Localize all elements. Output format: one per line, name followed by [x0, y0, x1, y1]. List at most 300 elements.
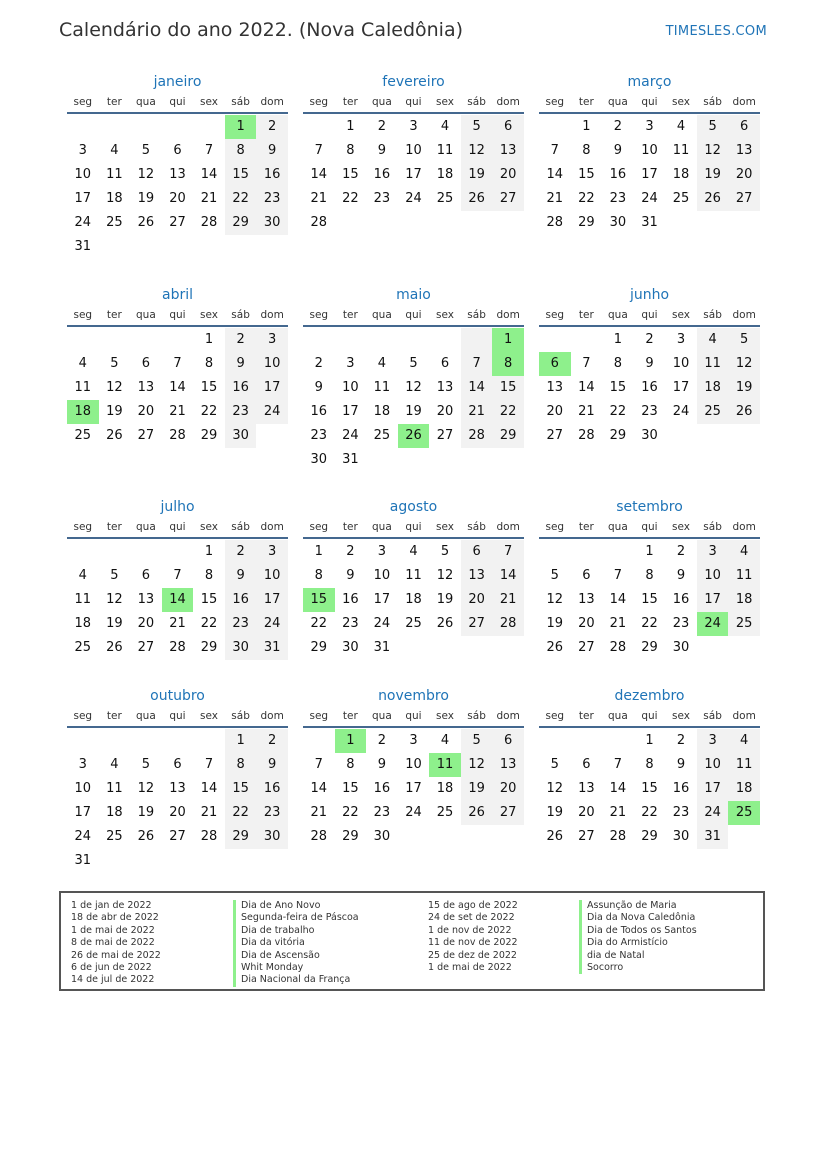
- day-cell: 6: [141, 568, 151, 583]
- day-cell: 12: [461, 753, 493, 777]
- day-cell: 29: [342, 829, 359, 844]
- day-cell: 6: [461, 540, 493, 564]
- month-name: junho: [629, 287, 670, 303]
- weekday-label: seg: [309, 710, 329, 722]
- day-cell: 27: [436, 428, 454, 443]
- month-name: julho: [160, 499, 195, 515]
- day-cell: 16: [609, 167, 627, 182]
- legend-holiday-name: Dia de Ascensão: [233, 950, 359, 962]
- day-cell: 3: [78, 143, 87, 158]
- day-cell: 24: [697, 801, 729, 825]
- weekday-label: qua: [608, 96, 628, 108]
- day-grid: [303, 327, 524, 472]
- weekday-label: qua: [608, 309, 628, 321]
- empty-cell: [193, 115, 225, 139]
- day-cell: 12: [137, 781, 155, 796]
- weekday-label: seg: [545, 710, 565, 722]
- weekday-label: qui: [641, 710, 658, 722]
- day-cell: 3: [256, 540, 288, 564]
- day-cell: 31: [74, 853, 92, 868]
- day-cell: 11: [697, 352, 729, 376]
- day-cell: 12: [137, 167, 155, 182]
- day-cell: 12: [461, 139, 493, 163]
- day-cell: 3: [409, 733, 418, 748]
- day-cell: 24: [405, 805, 422, 820]
- day-cell: 4: [676, 119, 686, 134]
- day-cell: 18: [67, 400, 99, 424]
- day-cell: 10: [405, 143, 422, 158]
- day-cell: 28: [200, 215, 218, 230]
- month-dezembro: [539, 686, 760, 849]
- legend-date: 14 de jul de 2022: [71, 974, 155, 986]
- day-grid: [539, 728, 760, 849]
- day-cell: 9: [377, 143, 387, 158]
- legend-date: 1 de nov de 2022: [428, 924, 512, 936]
- day-cell: 2: [613, 119, 623, 134]
- weekday-header: [539, 305, 760, 327]
- day-cell: 27: [137, 640, 155, 655]
- day-cell: 29: [200, 640, 218, 655]
- day-cell: 23: [256, 801, 288, 825]
- legend-date: 1 de mai de 2022: [71, 924, 155, 936]
- day-cell: 16: [373, 781, 391, 796]
- day-grid: [67, 728, 288, 873]
- day-cell: 2: [225, 540, 257, 564]
- day-cell: 28: [200, 829, 218, 844]
- day-cell: 17: [405, 167, 422, 182]
- empty-cell: [539, 540, 571, 564]
- day-cell: 3: [409, 119, 418, 134]
- weekday-label: qui: [405, 521, 422, 533]
- day-cell: 5: [110, 568, 119, 583]
- day-cell: 5: [141, 143, 151, 158]
- day-cell: 17: [74, 805, 92, 820]
- day-cell: 14: [609, 592, 627, 607]
- legend-col1-names: [233, 900, 359, 987]
- empty-cell: [366, 211, 398, 235]
- day-cell: 15: [225, 777, 257, 801]
- empty-cell: [130, 235, 162, 259]
- day-cell: 16: [373, 167, 391, 182]
- day-cell: 28: [169, 428, 186, 443]
- day-cell: 26: [697, 187, 729, 211]
- day-cell: 20: [169, 191, 186, 206]
- day-cell: 9: [225, 564, 257, 588]
- day-cell: 5: [461, 729, 493, 753]
- day-cell: 2: [256, 115, 288, 139]
- day-cell: 23: [373, 191, 391, 206]
- day-cell: 1: [582, 119, 591, 134]
- day-cell: 24: [697, 612, 729, 636]
- day-cell: 22: [641, 805, 658, 820]
- day-cell: 18: [405, 592, 422, 607]
- weekday-header: [303, 92, 524, 114]
- day-grid: [303, 728, 524, 849]
- day-cell: 14: [578, 380, 595, 395]
- legend-date: 15 de ago de 2022: [428, 900, 518, 911]
- day-cell: 4: [78, 356, 87, 371]
- weekday-label: sáb: [703, 309, 722, 321]
- day-cell: 6: [539, 352, 571, 376]
- day-cell: 12: [546, 592, 564, 607]
- day-cell: 9: [613, 143, 623, 158]
- empty-cell: [225, 235, 257, 259]
- weekday-label: dom: [496, 521, 520, 533]
- day-cell: 25: [106, 215, 123, 230]
- day-cell: 1: [613, 332, 623, 347]
- day-cell: 17: [342, 404, 359, 419]
- empty-cell: [728, 424, 760, 448]
- weekday-label: sex: [436, 96, 455, 108]
- day-cell: 11: [436, 143, 454, 158]
- brand-link[interactable]: TIMESLES.COM: [665, 24, 767, 39]
- day-cell: 8: [225, 139, 257, 163]
- day-cell: 11: [405, 568, 422, 583]
- empty-cell: [492, 448, 524, 472]
- empty-cell: [130, 328, 162, 352]
- weekday-label: ter: [342, 309, 358, 321]
- empty-cell: [130, 849, 162, 873]
- day-cell: 2: [225, 328, 257, 352]
- day-cell: 3: [78, 757, 87, 772]
- day-cell: 15: [578, 167, 595, 182]
- day-cell: 30: [672, 640, 690, 655]
- empty-cell: [461, 825, 493, 849]
- weekday-label: dom: [260, 96, 284, 108]
- empty-cell: [398, 636, 430, 660]
- empty-cell: [99, 849, 131, 873]
- weekday-label: seg: [73, 96, 93, 108]
- empty-cell: [728, 636, 760, 660]
- weekday-label: sáb: [231, 309, 250, 321]
- day-cell: 8: [225, 753, 257, 777]
- weekday-label: ter: [578, 96, 594, 108]
- empty-cell: [225, 849, 257, 873]
- month-abril: [67, 285, 288, 448]
- empty-cell: [162, 849, 194, 873]
- day-cell: 1: [645, 544, 654, 559]
- day-cell: 21: [546, 191, 564, 206]
- day-cell: 11: [106, 167, 123, 182]
- day-cell: 22: [342, 191, 359, 206]
- day-cell: 10: [641, 143, 658, 158]
- month-janeiro: [67, 72, 288, 259]
- day-cell: 4: [728, 729, 760, 753]
- day-cell: 10: [697, 753, 729, 777]
- month-name: novembro: [378, 688, 449, 704]
- day-cell: 24: [74, 215, 92, 230]
- empty-cell: [429, 636, 461, 660]
- day-cell: 23: [609, 191, 627, 206]
- day-cell: 2: [676, 544, 686, 559]
- empty-cell: [697, 211, 729, 235]
- weekday-label: ter: [106, 96, 122, 108]
- day-cell: 18: [436, 167, 454, 182]
- day-cell: 18: [672, 167, 690, 182]
- day-cell: 14: [310, 167, 328, 182]
- day-cell: 13: [728, 139, 760, 163]
- day-cell: 27: [728, 187, 760, 211]
- day-cell: 7: [613, 568, 623, 583]
- legend-holiday-name: Dia de Todos os Santos: [579, 925, 697, 937]
- day-cell: 6: [141, 356, 151, 371]
- empty-cell: [67, 729, 99, 753]
- empty-cell: [429, 448, 461, 472]
- day-cell: 2: [314, 356, 323, 371]
- weekday-label: ter: [578, 309, 594, 321]
- weekday-label: seg: [309, 521, 329, 533]
- month-outubro: [67, 686, 288, 873]
- day-cell: 30: [342, 640, 359, 655]
- day-cell: 27: [492, 187, 524, 211]
- day-cell: 22: [609, 404, 627, 419]
- day-cell: 11: [728, 753, 760, 777]
- page-title: Calendário do ano 2022. (Nova Caledônia): [59, 19, 464, 41]
- day-cell: 23: [342, 616, 359, 631]
- day-cell: 15: [492, 376, 524, 400]
- weekday-label: sáb: [467, 710, 486, 722]
- legend-holiday-name: Dia da vitória: [233, 937, 359, 949]
- day-cell: 9: [256, 139, 288, 163]
- day-cell: 7: [204, 143, 214, 158]
- day-cell: 31: [373, 640, 391, 655]
- day-cell: 8: [346, 143, 355, 158]
- day-cell: 10: [74, 781, 92, 796]
- day-cell: 30: [225, 636, 257, 660]
- day-cell: 30: [672, 829, 690, 844]
- empty-cell: [398, 825, 430, 849]
- day-cell: 25: [436, 805, 454, 820]
- day-cell: 3: [697, 729, 729, 753]
- day-cell: 18: [106, 191, 123, 206]
- day-cell: 7: [582, 356, 591, 371]
- day-cell: 18: [74, 616, 92, 631]
- weekday-label: sex: [672, 309, 691, 321]
- weekday-label: seg: [545, 309, 565, 321]
- empty-cell: [303, 115, 335, 139]
- day-cell: 21: [169, 616, 186, 631]
- day-cell: 11: [373, 380, 391, 395]
- empty-cell: [571, 540, 603, 564]
- weekday-label: ter: [106, 521, 122, 533]
- weekday-label: seg: [73, 710, 93, 722]
- day-cell: 20: [492, 777, 524, 801]
- day-cell: 13: [169, 781, 186, 796]
- weekday-label: qui: [169, 710, 186, 722]
- day-cell: 26: [137, 215, 155, 230]
- day-cell: 26: [436, 616, 454, 631]
- day-cell: 21: [310, 805, 328, 820]
- day-cell: 8: [204, 356, 214, 371]
- day-cell: 26: [461, 801, 493, 825]
- day-cell: 5: [697, 115, 729, 139]
- weekday-label: sáb: [231, 710, 250, 722]
- day-cell: 22: [200, 616, 218, 631]
- day-cell: 2: [346, 544, 355, 559]
- day-cell: 2: [645, 332, 654, 347]
- day-cell: 9: [225, 352, 257, 376]
- empty-cell: [67, 328, 99, 352]
- day-cell: 9: [314, 380, 323, 395]
- day-cell: 30: [256, 825, 288, 849]
- day-cell: 25: [697, 400, 729, 424]
- day-cell: 18: [728, 588, 760, 612]
- weekday-label: dom: [496, 710, 520, 722]
- day-cell: 12: [697, 139, 729, 163]
- day-cell: 7: [461, 352, 493, 376]
- day-cell: 30: [373, 829, 391, 844]
- weekday-label: seg: [73, 309, 93, 321]
- weekday-label: dom: [496, 96, 520, 108]
- empty-cell: [398, 211, 430, 235]
- day-cell: 20: [728, 163, 760, 187]
- day-cell: 5: [550, 568, 559, 583]
- empty-cell: [162, 235, 194, 259]
- day-cell: 31: [74, 239, 92, 254]
- day-cell: 12: [436, 568, 454, 583]
- legend-date: 1 de mai de 2022: [428, 961, 512, 973]
- day-cell: 5: [110, 356, 119, 371]
- day-cell: 24: [641, 191, 658, 206]
- day-cell: 2: [377, 119, 387, 134]
- day-cell: 22: [225, 801, 257, 825]
- day-cell: 7: [204, 757, 214, 772]
- day-cell: 28: [461, 424, 493, 448]
- day-cell: 2: [377, 733, 387, 748]
- day-cell: 7: [613, 757, 623, 772]
- weekday-header: [303, 706, 524, 728]
- day-cell: 17: [256, 588, 288, 612]
- day-cell: 13: [436, 380, 454, 395]
- empty-cell: [130, 115, 162, 139]
- day-cell: 30: [609, 215, 627, 230]
- weekday-label: qui: [169, 96, 186, 108]
- day-cell: 26: [137, 829, 155, 844]
- day-cell: 8: [314, 568, 323, 583]
- day-cell: 6: [440, 356, 450, 371]
- day-cell: 25: [728, 612, 760, 636]
- legend-date: 1 de jan de 2022: [71, 900, 152, 911]
- day-cell: 1: [645, 733, 654, 748]
- day-cell: 10: [697, 564, 729, 588]
- empty-cell: [728, 211, 760, 235]
- day-cell: 2: [256, 729, 288, 753]
- weekday-label: seg: [545, 96, 565, 108]
- month-novembro: [303, 686, 524, 849]
- month-name: abril: [161, 287, 193, 303]
- day-cell: 28: [609, 829, 627, 844]
- month-name: agosto: [389, 499, 438, 515]
- day-cell: 29: [225, 211, 257, 235]
- legend-holiday-name: Dia do Armistício: [579, 937, 697, 949]
- day-cell: 22: [225, 187, 257, 211]
- day-cell: 20: [137, 404, 155, 419]
- weekday-label: sex: [672, 521, 691, 533]
- day-cell: 20: [137, 616, 155, 631]
- day-cell: 14: [200, 167, 218, 182]
- day-cell: 1: [204, 544, 214, 559]
- day-cell: 19: [697, 163, 729, 187]
- day-cell: 13: [546, 380, 564, 395]
- day-cell: 6: [173, 757, 182, 772]
- weekday-label: dom: [732, 710, 756, 722]
- day-cell: 12: [546, 781, 564, 796]
- weekday-label: qua: [608, 710, 628, 722]
- day-cell: 15: [641, 592, 658, 607]
- legend-holiday-name: Dia de trabalho: [233, 925, 359, 937]
- weekday-label: qua: [136, 96, 156, 108]
- day-cell: 15: [609, 380, 627, 395]
- empty-cell: [492, 211, 524, 235]
- empty-cell: [602, 729, 634, 753]
- empty-cell: [193, 729, 225, 753]
- month-julho: [67, 497, 288, 660]
- day-cell: 28: [546, 215, 564, 230]
- day-cell: 11: [74, 592, 92, 607]
- day-cell: 8: [582, 143, 591, 158]
- day-cell: 16: [256, 163, 288, 187]
- day-cell: 26: [546, 640, 564, 655]
- weekday-label: qua: [372, 309, 392, 321]
- day-cell: 19: [106, 404, 123, 419]
- day-cell: 13: [578, 592, 595, 607]
- day-cell: 3: [645, 119, 654, 134]
- empty-cell: [571, 729, 603, 753]
- day-cell: 10: [405, 757, 422, 772]
- weekday-label: sáb: [703, 710, 722, 722]
- day-cell: 19: [546, 616, 564, 631]
- day-cell: 3: [676, 332, 686, 347]
- day-cell: 18: [436, 781, 454, 796]
- day-cell: 14: [492, 564, 524, 588]
- day-cell: 15: [200, 592, 218, 607]
- weekday-label: ter: [342, 710, 358, 722]
- day-cell: 14: [169, 380, 186, 395]
- day-cell: 21: [492, 588, 524, 612]
- weekday-header: [303, 517, 524, 539]
- weekday-label: sex: [436, 710, 455, 722]
- empty-cell: [162, 115, 194, 139]
- day-cell: 16: [672, 781, 690, 796]
- day-cell: 19: [405, 404, 422, 419]
- day-cell: 8: [645, 757, 654, 772]
- weekday-label: sex: [436, 521, 455, 533]
- month-maio: [303, 285, 524, 472]
- day-cell: 17: [74, 191, 92, 206]
- day-cell: 13: [137, 380, 155, 395]
- day-cell: 26: [106, 640, 123, 655]
- weekday-label: sex: [200, 521, 219, 533]
- weekday-label: qua: [372, 96, 392, 108]
- day-cell: 1: [335, 729, 367, 753]
- weekday-label: qua: [136, 521, 156, 533]
- day-cell: 1: [314, 544, 323, 559]
- weekday-label: sex: [436, 309, 455, 321]
- day-cell: 9: [676, 757, 686, 772]
- day-cell: 6: [582, 757, 591, 772]
- day-cell: 21: [310, 191, 328, 206]
- day-cell: 5: [728, 328, 760, 352]
- legend-holiday-name: Dia da Nova Caledônia: [579, 912, 697, 924]
- day-cell: 7: [314, 757, 323, 772]
- empty-cell: [571, 328, 603, 352]
- day-cell: 18: [373, 404, 391, 419]
- day-cell: 14: [609, 781, 627, 796]
- day-cell: 8: [492, 352, 524, 376]
- day-cell: 30: [256, 211, 288, 235]
- weekday-label: qua: [608, 521, 628, 533]
- day-cell: 31: [697, 825, 729, 849]
